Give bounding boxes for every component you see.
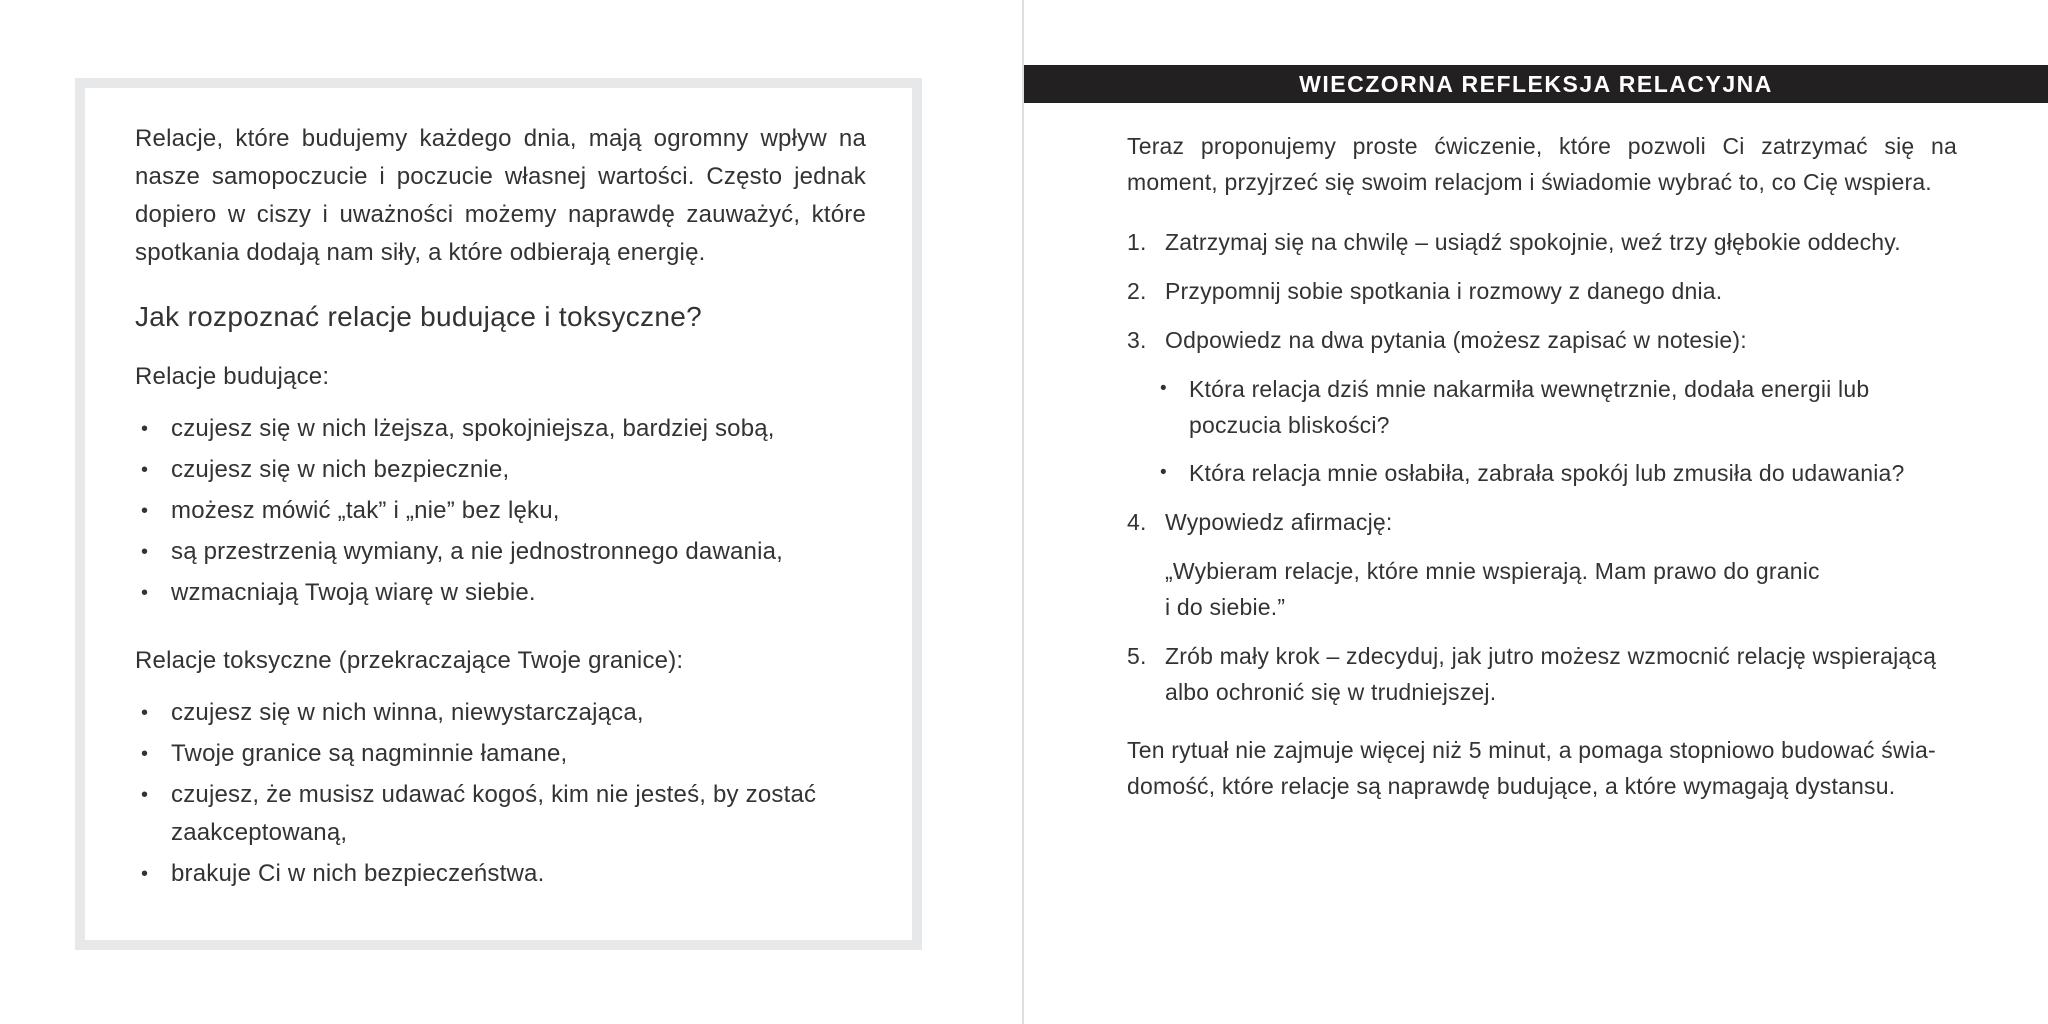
step-number: 5. [1127, 643, 1147, 669]
bullet-icon: • [141, 500, 149, 522]
step-number: 2. [1127, 278, 1147, 304]
step-number: 1. [1127, 229, 1147, 255]
left-page-content-frame [75, 78, 922, 950]
step-text: Zrób mały krok – zdecyduj, jak jutro możesz wzmocnić relację wspierającą albo ochronić się w trudniejszej. [1165, 643, 1937, 705]
intro-paragraph: Relacje, które budujemy każdego dnia, mają ogromny wpływ na nasze samopoczucie i poczucie własnej wartości. Często jednak dopiero w ciszy i uważności możemy naprawdę zauważyć, które spotkania dodają nam siły, a które odbierają energię. [135, 125, 866, 266]
questions-list [1160, 371, 1957, 491]
building-relations-list [135, 410, 866, 612]
step-number: 3. [1127, 327, 1147, 353]
list-item [135, 451, 866, 489]
question-text: Która relacja dziś mnie nakarmiła wewnętrznie, dodała energii lub poczucia bliskości? [1189, 376, 1870, 438]
step-item [1127, 638, 1957, 710]
list-item-text: brakuje Ci w nich bezpieczeństwa. [171, 860, 545, 887]
list-item [135, 533, 866, 571]
section-heading: Jak rozpoznać relacje budujące i toksyczne? [135, 301, 702, 332]
closing-line: domość, które relacje są naprawdę budujące, a które wymagają dystansu. [1127, 773, 1896, 799]
bullet-icon: • [141, 743, 149, 765]
list-item-text: wzmacniają Twoją wiarę w siebie. [171, 579, 536, 606]
page-divider [1022, 0, 1024, 1024]
step-item [1127, 504, 1957, 540]
affirmation-line: i do siebie.” [1165, 594, 1286, 620]
list-item-text: są przestrzenią wymiany, a nie jednostronnego dawania, [171, 538, 784, 565]
step-item [1127, 273, 1957, 309]
step-text: Wypowiedz afirmację: [1165, 509, 1393, 535]
bullet-icon: • [141, 582, 149, 604]
left-page-text [85, 88, 912, 893]
toxic-relations-heading: Relacje toksyczne (przekraczające Twoje granice): [135, 647, 684, 674]
question-item [1160, 455, 1957, 491]
list-item [135, 855, 866, 893]
list-item-text: czujesz się w nich winna, niewystarczająca, [171, 699, 644, 726]
exercise-content [1127, 128, 1957, 804]
step-item [1127, 322, 1957, 358]
list-item-text: Twoje granice są nagminnie łamane, [171, 740, 568, 767]
list-item [135, 410, 866, 448]
list-item-text: czujesz się w nich bezpiecznie, [171, 456, 510, 483]
list-item [135, 776, 866, 852]
chapter-header-bar [1024, 65, 2048, 103]
list-item [135, 492, 866, 530]
bullet-icon: • [141, 784, 149, 806]
bullet-icon: • [141, 459, 149, 481]
bullet-icon: • [141, 541, 149, 563]
bullet-icon: • [141, 702, 149, 724]
list-item-text: możesz mówić „tak” i „nie” bez lęku, [171, 497, 560, 524]
list-item-text: czujesz, że musisz udawać kogoś, kim nie jesteś, by zostać zaakceptowaną, [171, 781, 817, 846]
step-item [1127, 224, 1957, 260]
closing-paragraph [1127, 732, 1957, 804]
step-text: Odpowiedz na dwa pytania (możesz zapisać w notesie): [1165, 327, 1747, 353]
bullet-icon: • [1160, 378, 1167, 399]
affirmation-line: „Wybieram relacje, które mnie wspierają. Mam prawo do granic [1165, 558, 1820, 584]
step-text: Zatrzymaj się na chwilę – usiądź spokojnie, weź trzy głębokie oddechy. [1165, 229, 1901, 255]
chapter-title: WIECZORNA REFLEKSJA RELACYJNA [1299, 70, 1773, 97]
list-item [135, 694, 866, 732]
question-text: Która relacja mnie osłabiła, zabrała spokój lub zmusiła do udawania? [1189, 460, 1905, 486]
toxic-relations-list [135, 694, 866, 893]
closing-line: Ten rytuał nie zajmuje więcej niż 5 minut, a pomaga stopniowo budować świa- [1127, 737, 1936, 763]
step-number: 4. [1127, 509, 1147, 535]
list-item [135, 735, 866, 773]
bullet-icon: • [141, 418, 149, 440]
question-item [1160, 371, 1957, 443]
affirmation-quote [1165, 553, 1957, 625]
exercise-intro-paragraph: Teraz proponujemy proste ćwiczenie, które pozwoli Ci zatrzymać się na moment, przyjrzeć się swoim relacjom i świadomie wybrać to, co Cię wspiera. [1127, 133, 1957, 195]
list-item-text: czujesz się w nich lżejsza, spokojniejsza, bardziej sobą, [171, 415, 775, 442]
bullet-icon: • [141, 863, 149, 885]
building-relations-heading: Relacje budujące: [135, 363, 330, 390]
bullet-icon: • [1160, 462, 1167, 483]
list-item [135, 574, 866, 612]
step-text: Przypomnij sobie spotkania i rozmowy z danego dnia. [1165, 278, 1723, 304]
